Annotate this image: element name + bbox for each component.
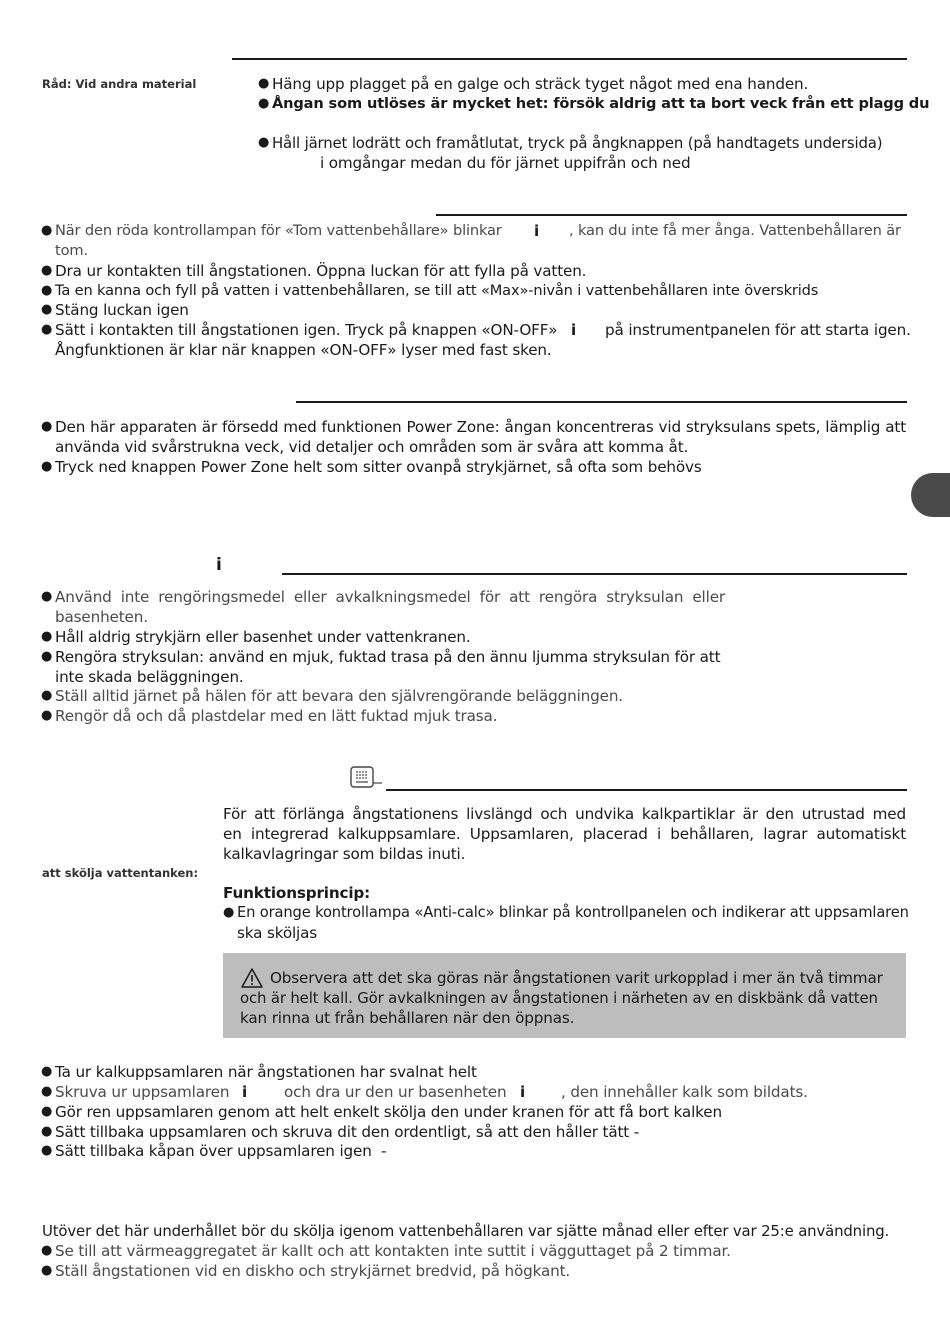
bullet-dot: ● bbox=[41, 419, 53, 434]
list-item: Sätt tillbaka kåpan över uppsamlaren igen - bbox=[55, 1142, 387, 1160]
list-item: Stäng luckan igen bbox=[55, 301, 189, 319]
bullet-dot: ● bbox=[41, 263, 53, 278]
list-item: Dra ur kontakten till ångstationen. Öppna luckan för att fylla på vatten. bbox=[55, 262, 587, 280]
ref-marker: i bbox=[242, 1083, 248, 1101]
list-item: Håll aldrig strykjärn eller basenhet under vattenkranen. bbox=[55, 628, 471, 646]
paragraph-line: en integrerad kalkuppsamlare. Uppsamlaren, placerad i behållaren, lagrar automatiskt bbox=[223, 825, 906, 843]
warning-text: Observera att det ska göras när ångstationen varit urkopplad i mer än två timmar bbox=[270, 969, 883, 987]
list-item-continuation: Ångfunktionen är klar när knappen «ON-OFF» lyser med fast sken. bbox=[55, 341, 552, 359]
ref-marker: i bbox=[520, 1083, 526, 1101]
bullet-dot: ● bbox=[41, 459, 53, 474]
bullet-dot: ● bbox=[41, 589, 53, 604]
bullet-dot: ● bbox=[258, 96, 270, 111]
paragraph-line: kalkavlagringar som bildas inuti. bbox=[223, 845, 466, 863]
list-item: När den röda kontrollampan för «Tom vattenbehållare» blinkar bbox=[55, 222, 502, 239]
bullet-dot: ● bbox=[41, 322, 53, 337]
list-item: Ta ur kalkuppsamlaren när ångstationen har svalnat helt bbox=[55, 1063, 477, 1081]
list-item: Sätt tillbaka uppsamlaren och skruva dit den ordentligt, så att den håller tätt - bbox=[55, 1123, 640, 1141]
bullet-dot: ● bbox=[41, 649, 53, 664]
list-item: , den innehåller kalk som bildats. bbox=[561, 1083, 808, 1101]
list-item-continuation: i omgångar medan du för järnet uppifrån och ned bbox=[320, 154, 691, 172]
list-item-continuation: inte skada beläggningen. bbox=[55, 668, 244, 686]
principle-heading: Funktionsprincip: bbox=[223, 884, 371, 902]
bullet-dot: ● bbox=[41, 302, 53, 317]
bullet-dot: ● bbox=[41, 708, 53, 723]
warning-text: och är helt kall. Gör avkalkningen av ångstationen i närheten av en diskbänk då vatten bbox=[240, 989, 878, 1007]
section-rule-5 bbox=[386, 789, 907, 791]
list-item: Se till att värmeaggregatet är kallt och att kontakten inte suttit i vägguttaget på 2 timmar. bbox=[55, 1242, 731, 1260]
section-rule-3 bbox=[296, 401, 907, 403]
list-item: Sätt i kontakten till ångstationen igen. Tryck på knappen «ON-OFF» bbox=[55, 321, 558, 339]
section-rule-4 bbox=[282, 573, 907, 575]
ref-marker: i bbox=[534, 222, 540, 240]
bullet-dot: ● bbox=[41, 223, 53, 238]
bullet-dot: ● bbox=[41, 1124, 53, 1139]
bullet-dot: ● bbox=[41, 1104, 53, 1119]
bullet-dot: ● bbox=[41, 1084, 53, 1099]
list-item: Skruva ur uppsamlaren bbox=[55, 1083, 230, 1101]
list-item: En orange kontrollampa «Anti-calc» blinkar på kontrollpanelen och indikerar att uppsamlaren bbox=[237, 904, 909, 921]
bullet-dot: ● bbox=[258, 135, 270, 150]
list-item: och dra ur den ur basenheten bbox=[284, 1083, 507, 1101]
section-rule-2 bbox=[436, 214, 907, 216]
bullet-dot: ● bbox=[258, 76, 270, 91]
list-item: Gör ren uppsamlaren genom att helt enkelt skölja den under kranen för att få bort kalken bbox=[55, 1103, 722, 1121]
side-label-advice: Råd: Vid andra material bbox=[42, 77, 197, 91]
list-item-continuation: basenheten. bbox=[55, 608, 148, 626]
bullet-dot: ● bbox=[41, 1243, 53, 1258]
list-item: Den här apparaten är försedd med funktionen Power Zone: ångan koncentreras vid stryksulans spets, lämplig att bbox=[55, 418, 906, 436]
side-label-rinse: att skölja vattentanken: bbox=[42, 866, 199, 880]
bullet-dot: ● bbox=[41, 1263, 53, 1278]
page-tab-marker bbox=[911, 473, 950, 517]
list-item: Rengöra stryksulan: använd en mjuk, fuktad trasa på den ännu ljumma stryksulan för att bbox=[55, 648, 721, 666]
list-item: Häng upp plagget på en galge och sträck tyget något med ena handen. bbox=[272, 75, 809, 93]
list-item: Använd inte rengöringsmedel eller avkalkningsmedel för att rengöra stryksulan eller bbox=[55, 588, 725, 606]
bullet-dot: ● bbox=[223, 905, 235, 920]
list-item: Tryck ned knappen Power Zone helt som sitter ovanpå strykjärnet, så ofta som behövs bbox=[55, 458, 702, 476]
section-rule-1 bbox=[232, 58, 907, 60]
bullet-dot: ● bbox=[41, 283, 53, 298]
bullet-dot: ● bbox=[41, 1143, 53, 1158]
list-item: Ta en kanna och fyll på vatten i vattenbehållaren, se till att «Max»-nivån i vattenbehållaren inte överskrids bbox=[55, 282, 819, 299]
paragraph-line: För att förlänga ångstationens livslängd och undvika kalkpartiklar är den utrustad med bbox=[223, 805, 906, 823]
list-item-warning: Ångan som utlöses är mycket het: försök aldrig att ta bort veck från ett plagg du bbox=[272, 95, 930, 112]
list-item: Ställ alltid järnet på hälen för att bevara den självrengörande beläggningen. bbox=[55, 687, 623, 705]
list-item: Håll järnet lodrätt och framåtlutat, tryck på ångknappen (på handtagets undersida) bbox=[272, 134, 883, 152]
bullet-dot: ● bbox=[41, 1064, 53, 1079]
list-item-continuation: ska sköljas bbox=[237, 924, 318, 942]
list-item: , kan du inte få mer ånga. Vattenbehållaren är bbox=[569, 222, 901, 239]
bullet-dot: ● bbox=[41, 688, 53, 703]
list-item: Rengör då och då plastdelar med en lätt fuktad mjuk trasa. bbox=[55, 707, 498, 725]
section-heading-marker: i bbox=[216, 555, 222, 575]
anti-calc-icon bbox=[350, 766, 376, 788]
paragraph-intro: Utöver det här underhållet bör du skölja igenom vattenbehållaren var sjätte månad eller efter var 25:e användning. bbox=[42, 1222, 890, 1240]
list-item-continuation: tom. bbox=[55, 242, 88, 259]
warning-icon bbox=[240, 967, 264, 989]
list-item: på instrumentpanelen för att starta igen. bbox=[605, 321, 911, 339]
list-item-continuation: använda vid svårstrukna veck, vid detaljer och områden som är svåra att komma åt. bbox=[55, 438, 689, 456]
list-item: Ställ ångstationen vid en diskho och strykjärnet bredvid, på högkant. bbox=[55, 1262, 571, 1280]
ref-marker: i bbox=[571, 321, 577, 339]
bullet-dot: ● bbox=[41, 629, 53, 644]
warning-text: kan rinna ut från behållaren när den öppnas. bbox=[240, 1009, 575, 1027]
